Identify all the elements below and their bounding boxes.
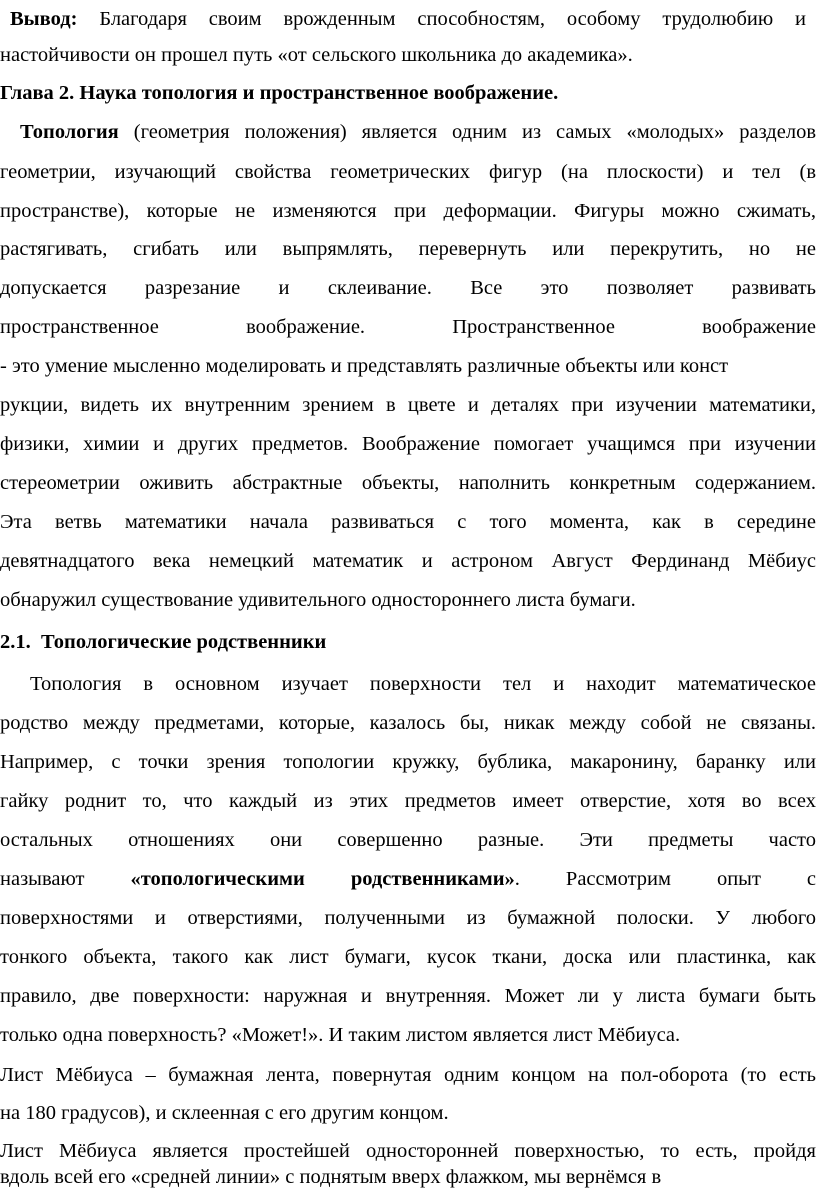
topology-intro: (геометрия положения) является одним из самых «молодых» разделов <box>133 121 816 143</box>
paragraph-line: стереометрии оживить абстрактные объекты, наполнить конкретным содержанием. <box>0 472 816 494</box>
chapter-title: Глава 2. Наука топология и пространственное воображение. <box>0 82 559 104</box>
topology-term: Топология <box>20 121 119 143</box>
section-number: 2.1. <box>0 631 31 653</box>
paragraph-line: Лист Мёбиуса является простейшей односторонней поверхностью, то есть, пройдя <box>0 1140 816 1162</box>
paragraph-line <box>0 120 816 144</box>
conclusion-line: настойчивости он прошел путь «от сельского школьника до академика». <box>0 44 633 66</box>
paragraph-line: растягивать, сгибать или выпрямлять, перевернуть или перекрутить, но не <box>0 238 816 260</box>
paragraph-line: пространстве), которые не изменяются при деформации. Фигуры можно сжимать, <box>0 200 816 222</box>
paragraph-line: поверхностями и отверстиями, полученными из бумажной полоски. У любого <box>0 907 816 929</box>
paragraph-line: обнаружил существование удивительного одностороннего листа бумаги. <box>0 589 636 611</box>
paragraph-line <box>0 867 816 891</box>
paragraph-line: вдоль всей его «средней линии» с поднятым вверх флажком, мы вернёмся в <box>0 1166 662 1188</box>
section-heading <box>0 630 816 654</box>
paragraph-line: Лист Мёбиуса – бумажная лента, повернутая одним концом на пол-оборота (то есть <box>0 1064 816 1086</box>
section-title: Топологические родственники <box>41 631 327 653</box>
paragraph-line: остальных отношениях они совершенно разные. Эти предметы часто <box>0 829 816 851</box>
paragraph-line: Топология в основном изучает поверхности тел и находит математическое <box>30 673 816 695</box>
conclusion-line <box>0 7 806 31</box>
called-word: называют <box>0 868 85 890</box>
paragraph-line: гайку роднит то, что каждый из этих предметов имеет отверстие, хотя во всех <box>0 790 816 812</box>
paragraph-line: тонкого объекта, такого как лист бумаги, кусок ткани, доска или пластинка, как <box>0 946 816 968</box>
paragraph-line: допускается разрезание и склеивание. Все это позволяет развивать <box>0 277 816 299</box>
paragraph-line: только одна поверхность? «Может!». И таким листом является лист Мёбиуса. <box>0 1024 681 1046</box>
paragraph-line: Эта ветвь математики начала развиваться с того момента, как в середине <box>0 511 816 533</box>
paragraph-line: - это умение мысленно моделировать и представлять различные объекты или конст <box>0 355 729 377</box>
paragraph-line: Например, с точки зрения топологии кружку, бублика, макаронину, баранку или <box>0 751 816 773</box>
conclusion-text: Благодаря своим врожденным способностям, особому трудолюбию и <box>99 8 806 30</box>
paragraph-line: пространственное воображение. Пространственное воображение <box>0 316 816 338</box>
paragraph-line: правило, две поверхности: наружная и внутренняя. Может ли у листа бумаги быть <box>0 985 816 1007</box>
paragraph-line: физики, химии и других предметов. Воображение помогает учащимся при изучении <box>0 433 816 455</box>
paragraph-line: на 180 градусов), и склеенная с его другим концом. <box>0 1102 449 1124</box>
topological-relatives-term: «топологическими родственниками» <box>130 868 515 890</box>
paragraph-line: девятнадцатого века немецкий математик и астроном Август Фердинанд Мёбиус <box>0 550 816 572</box>
paragraph-continuation: . Рассмотрим опыт с <box>514 868 816 890</box>
paragraph-line: геометрии, изучающий свойства геометрических фигур (на плоскости) и тел (в <box>0 161 816 183</box>
conclusion-label: Вывод: <box>10 8 78 30</box>
paragraph-line: рукции, видеть их внутренним зрением в цвете и деталях при изучении математики, <box>0 394 816 416</box>
paragraph-line: родство между предметами, которые, казалось бы, никак между собой не связаны. <box>0 712 816 734</box>
